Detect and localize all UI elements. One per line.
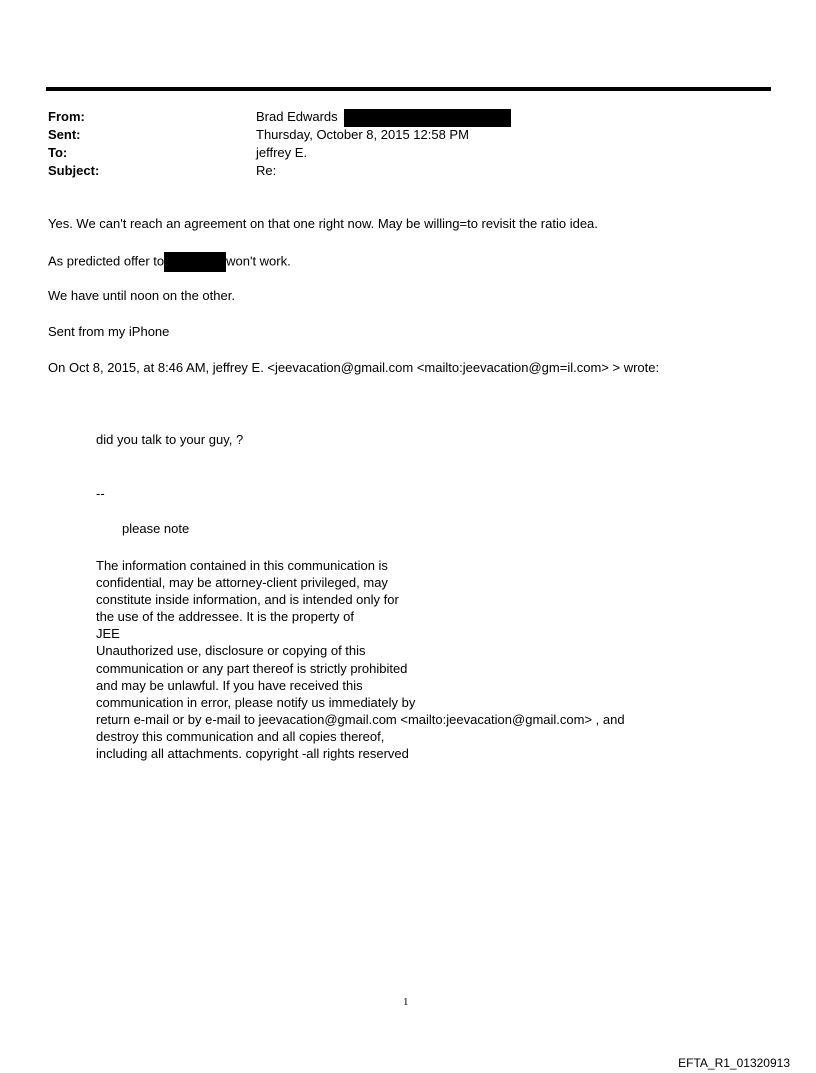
disclaimer-line: and may be unlawful. If you have received this xyxy=(96,677,363,693)
disclaimer-line: the use of the addressee. It is the property of xyxy=(96,609,354,625)
signature-separator: -- xyxy=(96,486,105,501)
body-line-2-before: As predicted offer to xyxy=(48,253,165,269)
disclaimer-line: return e-mail or by e-mail to jeevacation@gmail.com <mailto:jeevacation@gmail.com> , and xyxy=(96,711,625,727)
page-number: 1 xyxy=(403,996,409,1008)
quoted-question: did you talk to your guy, ? xyxy=(96,432,244,447)
to-value: jeffrey E. xyxy=(256,145,308,160)
body-line-2 xyxy=(48,252,291,272)
disclaimer-line: JEE xyxy=(96,626,120,642)
body-line-1: Yes. We can't reach an agreement on that one right now. May be willing=to revisit the ratio idea. xyxy=(48,216,598,231)
from-name: Brad Edwards xyxy=(256,109,338,124)
to-label: To: xyxy=(48,145,68,160)
redaction-box xyxy=(164,252,226,272)
sent-value: Thursday, October 8, 2015 12:58 PM xyxy=(256,127,469,142)
body-line-2-after: won't work. xyxy=(226,253,291,269)
disclaimer-line: constitute inside information, and is intended only for xyxy=(96,592,399,608)
subject-label: Subject: xyxy=(48,163,100,178)
from-value xyxy=(256,108,511,127)
disclaimer-line: including all attachments. copyright -all rights reserved xyxy=(96,746,409,762)
disclaimer-line: Unauthorized use, disclosure or copying of this xyxy=(96,643,366,659)
confidentiality-disclaimer xyxy=(96,557,625,762)
header-divider xyxy=(46,87,771,91)
redaction-box xyxy=(344,109,511,127)
document-id: EFTA_R1_01320913 xyxy=(678,1056,790,1070)
disclaimer-line: confidential, may be attorney-client privileged, may xyxy=(96,575,388,591)
disclaimer-line: destroy this communication and all copies thereof, xyxy=(96,728,385,744)
reply-attribution: On Oct 8, 2015, at 8:46 AM, jeffrey E. <jeevacation@gmail.com <mailto:jeevacation@gm=il.com> > wrote: xyxy=(48,360,660,375)
disclaimer-line: communication or any part thereof is strictly prohibited xyxy=(96,660,408,676)
body-line-3: We have until noon on the other. xyxy=(48,288,235,303)
subject-value: Re: xyxy=(256,163,277,178)
sent-label: Sent: xyxy=(48,127,81,142)
disclaimer-line: The information contained in this communication is xyxy=(96,558,388,573)
signature-note: please note xyxy=(122,521,190,536)
disclaimer-line: communication in error, please notify us immediately by xyxy=(96,694,416,710)
body-line-4: Sent from my iPhone xyxy=(48,324,170,339)
from-label: From: xyxy=(48,109,85,124)
